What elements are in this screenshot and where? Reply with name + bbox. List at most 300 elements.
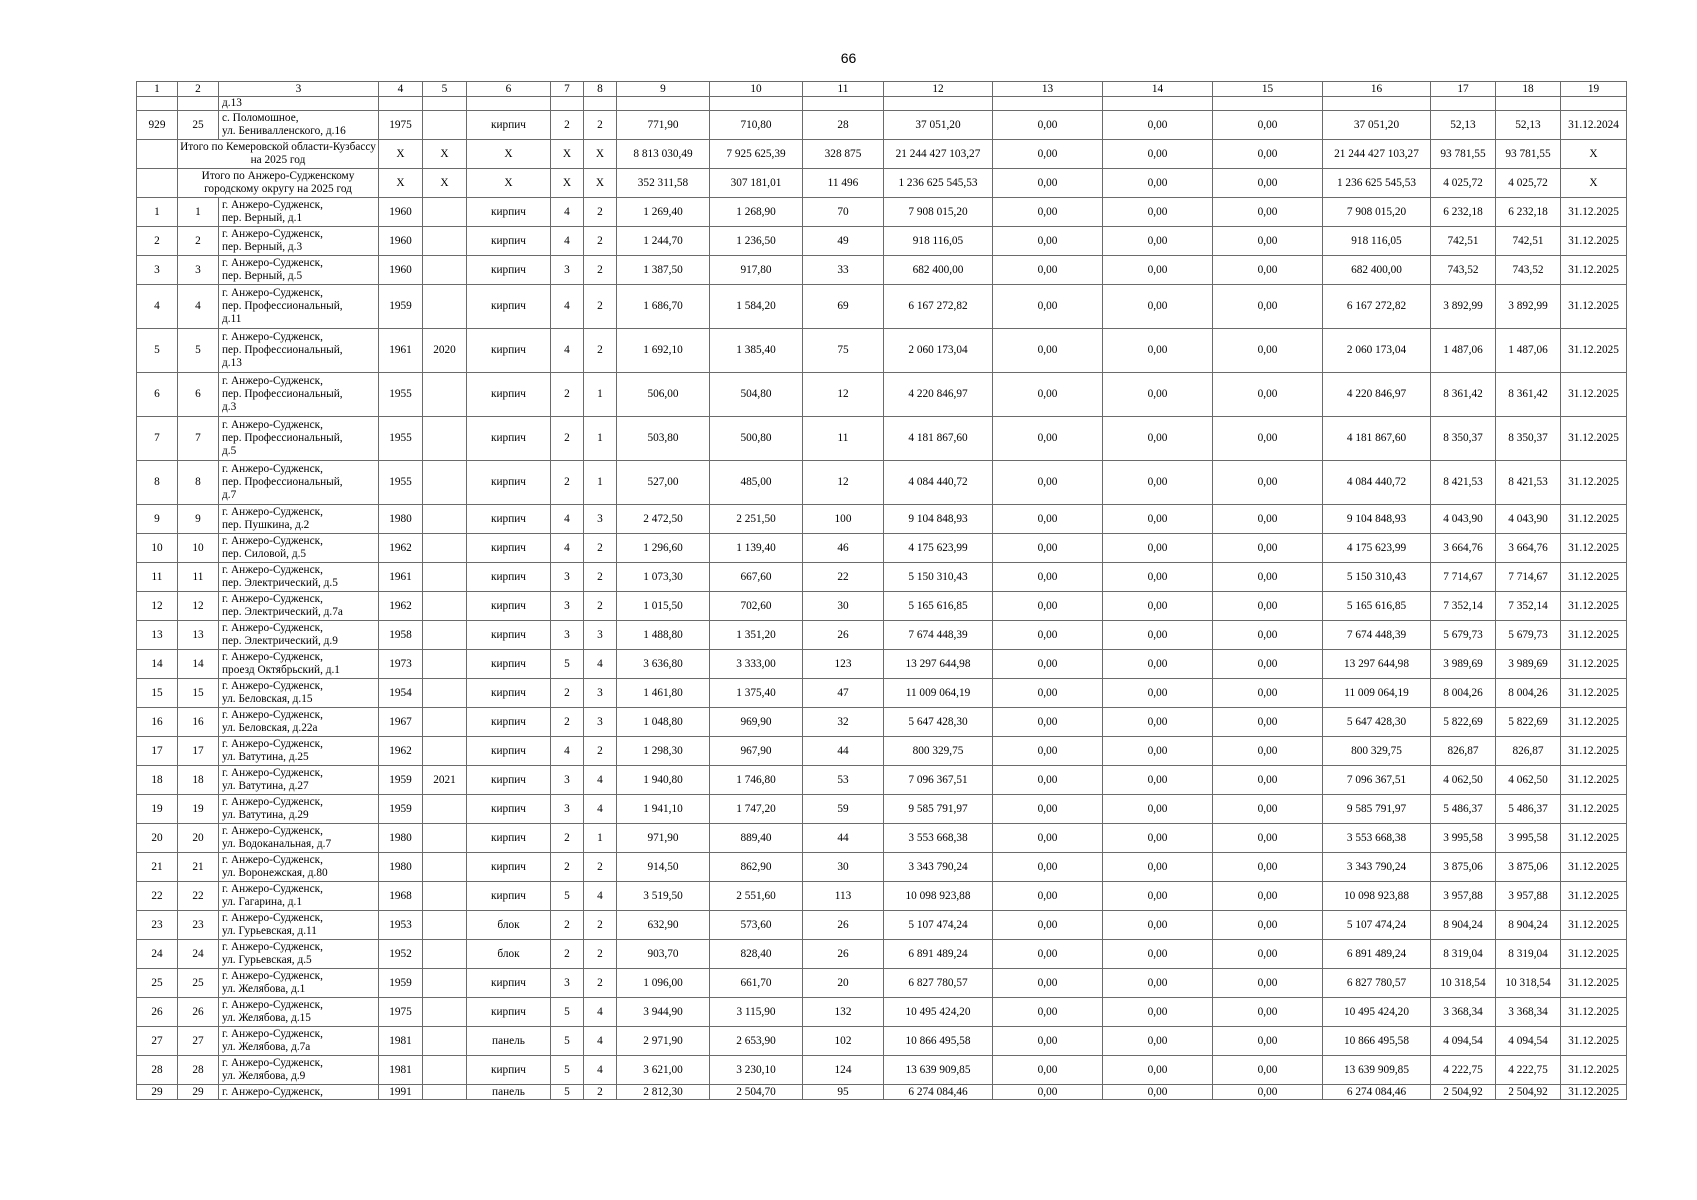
table-cell: 4 025,72	[1431, 169, 1496, 198]
table-cell: Х	[1561, 169, 1627, 198]
table-cell: 4 175 623,99	[1323, 534, 1431, 563]
table-cell: 3 621,00	[617, 1056, 710, 1085]
table-cell: 1 351,20	[710, 621, 803, 650]
table-cell: 6	[137, 373, 178, 417]
table-cell: 7 714,67	[1431, 563, 1496, 592]
table-cell: 2	[584, 227, 617, 256]
table-cell: 0,00	[993, 824, 1103, 853]
table-cell: 2	[584, 940, 617, 969]
table-cell: 6 167 272,82	[1323, 285, 1431, 329]
table-cell: 4 025,72	[1496, 169, 1561, 198]
table-cell: 59	[803, 795, 884, 824]
table-cell: 31.12.2025	[1561, 969, 1627, 998]
table-cell	[423, 824, 467, 853]
table-cell: 4	[551, 737, 584, 766]
table-cell: 4	[137, 285, 178, 329]
table-cell: 4 222,75	[1431, 1056, 1496, 1085]
table-cell: 0,00	[1103, 650, 1213, 679]
column-number-cell: 6	[467, 82, 551, 97]
address-cell: г. Анжеро-Судженск, пер. Верный, д.5	[219, 256, 379, 285]
table-row	[137, 824, 1627, 853]
table-cell: 5 822,69	[1431, 708, 1496, 737]
table-cell: 1 461,80	[617, 679, 710, 708]
table-cell: 0,00	[1103, 461, 1213, 505]
table-cell: 3 664,76	[1496, 534, 1561, 563]
table-cell: 971,90	[617, 824, 710, 853]
table-cell: 2	[551, 679, 584, 708]
table-cell: 31.12.2025	[1561, 461, 1627, 505]
table-cell: 2	[551, 417, 584, 461]
table-cell	[884, 97, 993, 111]
table-cell: 1960	[379, 256, 423, 285]
table-cell: 2 653,90	[710, 1027, 803, 1056]
table-cell: 0,00	[993, 853, 1103, 882]
table-cell: 0,00	[1213, 882, 1323, 911]
table-cell: 7 714,67	[1496, 563, 1561, 592]
table-cell: 12	[178, 592, 219, 621]
table-row	[137, 853, 1627, 882]
table-cell: 21	[178, 853, 219, 882]
table-cell: 3	[584, 708, 617, 737]
table-cell: 100	[803, 505, 884, 534]
table-cell: 30	[803, 592, 884, 621]
table-cell	[423, 679, 467, 708]
table-cell: 8 004,26	[1431, 679, 1496, 708]
table-cell: кирпич	[467, 1056, 551, 1085]
table-cell: 3	[551, 563, 584, 592]
table-cell: 24	[178, 940, 219, 969]
table-cell: 13	[178, 621, 219, 650]
table-cell	[423, 592, 467, 621]
table-row	[137, 708, 1627, 737]
table-cell: 1980	[379, 505, 423, 534]
table-cell: 2	[551, 940, 584, 969]
table-cell: 0,00	[993, 417, 1103, 461]
table-cell: 31.12.2025	[1561, 505, 1627, 534]
table-cell: 1 488,80	[617, 621, 710, 650]
page-number: 66	[840, 50, 857, 66]
table-cell: 1981	[379, 1027, 423, 1056]
table-cell: 0,00	[1103, 329, 1213, 373]
table-cell: кирпич	[467, 417, 551, 461]
table-cell: 31.12.2024	[1561, 111, 1627, 140]
table-cell	[137, 97, 178, 111]
table-cell: 1	[584, 417, 617, 461]
table-cell: 18	[178, 766, 219, 795]
table-cell: 25	[137, 969, 178, 998]
address-cell: г. Анжеро-Судженск, ул. Беловская, д.15	[219, 679, 379, 708]
address-cell: г. Анжеро-Судженск, пер. Электрический, д.7а	[219, 592, 379, 621]
table-cell: 5	[551, 1085, 584, 1100]
table-cell: кирпич	[467, 563, 551, 592]
table-cell: Х	[467, 140, 551, 169]
table-cell: 1 387,50	[617, 256, 710, 285]
table-cell: 24	[137, 940, 178, 969]
table-row	[137, 417, 1627, 461]
table-cell	[137, 140, 178, 169]
table-cell: 95	[803, 1085, 884, 1100]
table-cell: 31.12.2025	[1561, 1056, 1627, 1085]
table-cell: кирпич	[467, 737, 551, 766]
column-number-cell: 8	[584, 82, 617, 97]
table-cell: 70	[803, 198, 884, 227]
table-cell: 0,00	[1213, 650, 1323, 679]
table-cell: 2	[551, 824, 584, 853]
address-cell: г. Анжеро-Судженск, пер. Профессиональный, д.5	[219, 417, 379, 461]
table-cell: 4 181 867,60	[884, 417, 993, 461]
table-cell: 0,00	[1213, 621, 1323, 650]
table-cell: 26	[137, 998, 178, 1027]
table-cell: 16	[178, 708, 219, 737]
table-cell: 0,00	[1213, 534, 1323, 563]
table-cell: 26	[178, 998, 219, 1027]
column-number-cell: 7	[551, 82, 584, 97]
table-cell	[1103, 97, 1213, 111]
table-row	[137, 285, 1627, 329]
column-number-cell: 10	[710, 82, 803, 97]
table-cell: 31.12.2025	[1561, 679, 1627, 708]
table-cell: 2	[584, 111, 617, 140]
table-cell: 0,00	[993, 329, 1103, 373]
column-number-cell: 16	[1323, 82, 1431, 97]
table-cell: 1959	[379, 795, 423, 824]
table-cell: 5 165 616,85	[1323, 592, 1431, 621]
table-cell: 3 944,90	[617, 998, 710, 1027]
table-cell: 7	[178, 417, 219, 461]
table-cell: 17	[178, 737, 219, 766]
table-cell: 3 115,90	[710, 998, 803, 1027]
address-cell: г. Анжеро-Судженск, ул. Желябова, д.15	[219, 998, 379, 1027]
table-cell: 1955	[379, 417, 423, 461]
table-row	[137, 256, 1627, 285]
address-cell: г. Анжеро-Судженск, пер. Верный, д.1	[219, 198, 379, 227]
table-cell: 2	[584, 853, 617, 882]
table-cell: 17	[137, 737, 178, 766]
table-cell: 2	[551, 373, 584, 417]
table-cell: 0,00	[1213, 461, 1323, 505]
table-cell	[423, 97, 467, 111]
table-cell: 7 908 015,20	[884, 198, 993, 227]
table-cell: 4 062,50	[1431, 766, 1496, 795]
table-cell	[423, 795, 467, 824]
table-cell: 1958	[379, 621, 423, 650]
table-cell: 3 892,99	[1496, 285, 1561, 329]
table-cell: 2	[551, 853, 584, 882]
table-cell: 6 232,18	[1431, 198, 1496, 227]
table-cell: 75	[803, 329, 884, 373]
table-cell: 3 989,69	[1496, 650, 1561, 679]
table-cell: 1955	[379, 461, 423, 505]
table-cell	[423, 911, 467, 940]
table-cell: 7 352,14	[1431, 592, 1496, 621]
table-cell: 743,52	[1431, 256, 1496, 285]
table-cell: 3	[551, 592, 584, 621]
table-cell: 0,00	[1213, 940, 1323, 969]
table-cell: 0,00	[1103, 911, 1213, 940]
table-cell: 6	[178, 373, 219, 417]
table-cell: 8 319,04	[1496, 940, 1561, 969]
table-cell: 5	[178, 329, 219, 373]
table-cell: 6 827 780,57	[1323, 969, 1431, 998]
table-cell: 13 639 909,85	[884, 1056, 993, 1085]
table-cell: 5 647 428,30	[1323, 708, 1431, 737]
table-cell: 2 472,50	[617, 505, 710, 534]
address-cell: г. Анжеро-Судженск, пер. Верный, д.3	[219, 227, 379, 256]
table-cell	[423, 534, 467, 563]
column-number-cell: 13	[993, 82, 1103, 97]
table-cell: 3 957,88	[1496, 882, 1561, 911]
column-number-cell: 18	[1496, 82, 1561, 97]
table-cell: 1980	[379, 824, 423, 853]
table-cell: 7 925 625,39	[710, 140, 803, 169]
table-cell: 2	[584, 1085, 617, 1100]
table-cell: 0,00	[993, 882, 1103, 911]
table-cell: 0,00	[1103, 140, 1213, 169]
table-cell: кирпич	[467, 198, 551, 227]
table-cell: Х	[379, 169, 423, 198]
table-cell: кирпич	[467, 373, 551, 417]
table-cell: 503,80	[617, 417, 710, 461]
table-cell: 11 496	[803, 169, 884, 198]
table-cell: 1 244,70	[617, 227, 710, 256]
table-cell: 0,00	[1103, 563, 1213, 592]
table-cell: 11 009 064,19	[884, 679, 993, 708]
table-cell: 0,00	[1103, 1056, 1213, 1085]
table-cell: 123	[803, 650, 884, 679]
table-cell	[379, 97, 423, 111]
table-cell: 1960	[379, 227, 423, 256]
table-cell	[1213, 97, 1323, 111]
table-cell: 0,00	[1103, 766, 1213, 795]
table-cell	[423, 737, 467, 766]
housing-register-table	[136, 81, 1627, 1100]
table-cell: 10 098 923,88	[884, 882, 993, 911]
table-cell: 0,00	[1103, 824, 1213, 853]
table-cell: 3	[178, 256, 219, 285]
table-cell: 52,13	[1431, 111, 1496, 140]
table-cell: 0,00	[993, 998, 1103, 1027]
table-cell: 7 908 015,20	[1323, 198, 1431, 227]
table-cell: 0,00	[993, 534, 1103, 563]
table-cell: 4	[551, 198, 584, 227]
table-cell: 2	[584, 911, 617, 940]
table-cell: 1991	[379, 1085, 423, 1100]
table-cell: 2 551,60	[710, 882, 803, 911]
table-cell: 7 096 367,51	[884, 766, 993, 795]
table-cell: 3	[137, 256, 178, 285]
table-cell: 0,00	[1213, 329, 1323, 373]
table-cell: 11 009 064,19	[1323, 679, 1431, 708]
table-cell	[137, 169, 178, 198]
table-cell: 0,00	[993, 1085, 1103, 1100]
table-cell: 0,00	[1103, 592, 1213, 621]
table-row	[137, 198, 1627, 227]
table-cell: кирпич	[467, 461, 551, 505]
table-cell: 0,00	[1213, 198, 1323, 227]
table-cell: 1968	[379, 882, 423, 911]
table-cell: Х	[551, 140, 584, 169]
table-cell: 1954	[379, 679, 423, 708]
table-cell: 4	[584, 766, 617, 795]
table-cell: 31.12.2025	[1561, 373, 1627, 417]
table-cell: 5	[551, 998, 584, 1027]
table-cell: 5	[551, 882, 584, 911]
table-cell: 2020	[423, 329, 467, 373]
table-cell: 31.12.2025	[1561, 824, 1627, 853]
table-cell: 1961	[379, 563, 423, 592]
table-cell: 6 827 780,57	[884, 969, 993, 998]
table-cell: 52,13	[1496, 111, 1561, 140]
table-cell: 0,00	[1213, 111, 1323, 140]
table-cell: 16	[137, 708, 178, 737]
table-cell: 10	[178, 534, 219, 563]
table-cell: 0,00	[1213, 737, 1323, 766]
table-cell: 0,00	[1103, 998, 1213, 1027]
table-cell: кирпич	[467, 534, 551, 563]
table-cell: 0,00	[993, 140, 1103, 169]
table-cell: 46	[803, 534, 884, 563]
table-cell: 1959	[379, 969, 423, 998]
table-row	[137, 737, 1627, 766]
table-cell: 9 104 848,93	[1323, 505, 1431, 534]
table-cell: 28	[178, 1056, 219, 1085]
table-cell: 4 094,54	[1496, 1027, 1561, 1056]
table-cell: 2	[584, 563, 617, 592]
table-cell	[1561, 97, 1627, 111]
table-cell: 1 296,60	[617, 534, 710, 563]
table-cell	[584, 97, 617, 111]
table-cell: 10 495 424,20	[1323, 998, 1431, 1027]
table-cell: 15	[178, 679, 219, 708]
column-number-row	[137, 82, 1627, 97]
table-cell: панель	[467, 1085, 551, 1100]
table-cell: 31.12.2025	[1561, 650, 1627, 679]
table-cell: 8 813 030,49	[617, 140, 710, 169]
table-cell: 6 891 489,24	[884, 940, 993, 969]
table-cell: 1952	[379, 940, 423, 969]
address-cell: г. Анжеро-Судженск, пер. Электрический, д.5	[219, 563, 379, 592]
table-cell: 2 812,30	[617, 1085, 710, 1100]
table-cell: 0,00	[993, 256, 1103, 285]
table-cell: Х	[1561, 140, 1627, 169]
table-cell: 2	[137, 227, 178, 256]
table-cell: 771,90	[617, 111, 710, 140]
table-cell: 682 400,00	[884, 256, 993, 285]
table-cell: 23	[178, 911, 219, 940]
table-cell: блок	[467, 911, 551, 940]
table-cell: Х	[379, 140, 423, 169]
table-cell: 2 060 173,04	[1323, 329, 1431, 373]
table-cell: 4	[584, 998, 617, 1027]
table-cell: 1973	[379, 650, 423, 679]
table-row	[137, 911, 1627, 940]
table-cell: 1981	[379, 1056, 423, 1085]
table-cell: 10 318,54	[1496, 969, 1561, 998]
table-cell: 4	[551, 227, 584, 256]
table-cell: 8	[178, 461, 219, 505]
address-cell: г. Анжеро-Судженск, ул. Ватутина, д.27	[219, 766, 379, 795]
table-cell: 0,00	[993, 795, 1103, 824]
table-row	[137, 461, 1627, 505]
table-cell: 5 486,37	[1431, 795, 1496, 824]
table-cell: 2	[584, 256, 617, 285]
table-cell: 527,00	[617, 461, 710, 505]
address-cell: г. Анжеро-Судженск, пер. Профессиональный, д.3	[219, 373, 379, 417]
table-cell: 2 060 173,04	[884, 329, 993, 373]
table-cell: 5 150 310,43	[1323, 563, 1431, 592]
column-number-cell: 1	[137, 82, 178, 97]
table-cell: 667,60	[710, 563, 803, 592]
table-cell: 0,00	[993, 1027, 1103, 1056]
table-cell: 4 084 440,72	[1323, 461, 1431, 505]
table-cell: 22	[178, 882, 219, 911]
table-cell: 0,00	[1213, 911, 1323, 940]
table-cell: 8 904,24	[1431, 911, 1496, 940]
address-cell: г. Анжеро-Судженск, проезд Октябрьский, д.1	[219, 650, 379, 679]
table-cell: кирпич	[467, 882, 551, 911]
table-cell: 20	[137, 824, 178, 853]
table-cell: 573,60	[710, 911, 803, 940]
table-cell: 0,00	[993, 563, 1103, 592]
table-cell: 18	[137, 766, 178, 795]
column-number-cell: 5	[423, 82, 467, 97]
table-cell: 3	[551, 969, 584, 998]
table-cell: 1975	[379, 998, 423, 1027]
table-cell: 485,00	[710, 461, 803, 505]
table-cell: кирпич	[467, 650, 551, 679]
table-cell: 44	[803, 824, 884, 853]
table-cell: 0,00	[993, 766, 1103, 795]
table-cell: 10 495 424,20	[884, 998, 993, 1027]
address-cell: г. Анжеро-Судженск, ул. Гурьевская, д.11	[219, 911, 379, 940]
table-cell: 1 269,40	[617, 198, 710, 227]
address-cell: г. Анжеро-Судженск, ул. Воронежская, д.80	[219, 853, 379, 882]
table-cell: кирпич	[467, 621, 551, 650]
table-cell: 1	[137, 198, 178, 227]
table-cell: 31.12.2025	[1561, 592, 1627, 621]
table-cell: 3 892,99	[1431, 285, 1496, 329]
table-row	[137, 373, 1627, 417]
table-cell: кирпич	[467, 256, 551, 285]
table-cell: 0,00	[993, 679, 1103, 708]
table-cell: 26	[803, 911, 884, 940]
table-row	[137, 1056, 1627, 1085]
continuation-row	[137, 97, 1627, 111]
table-cell: 27	[137, 1027, 178, 1056]
table-cell: кирпич	[467, 853, 551, 882]
table-cell: 3	[551, 621, 584, 650]
table-cell: 1 487,06	[1431, 329, 1496, 373]
table-cell: 10 866 495,58	[1323, 1027, 1431, 1056]
table-cell: кирпич	[467, 708, 551, 737]
table-cell: 47	[803, 679, 884, 708]
table-cell: 31.12.2025	[1561, 329, 1627, 373]
address-cell: г. Анжеро-Судженск, пер. Силовой, д.5	[219, 534, 379, 563]
table-cell: 800 329,75	[1323, 737, 1431, 766]
table-cell	[423, 111, 467, 140]
table-cell: 4	[584, 795, 617, 824]
table-cell: 28	[137, 1056, 178, 1085]
table-cell: кирпич	[467, 998, 551, 1027]
table-cell: 2	[551, 708, 584, 737]
table-cell: 13 297 644,98	[884, 650, 993, 679]
table-cell: Х	[584, 140, 617, 169]
table-cell: 31.12.2025	[1561, 621, 1627, 650]
table-cell: 49	[803, 227, 884, 256]
table-cell: 0,00	[1103, 417, 1213, 461]
table-cell: 702,60	[710, 592, 803, 621]
table-cell: Х	[423, 169, 467, 198]
